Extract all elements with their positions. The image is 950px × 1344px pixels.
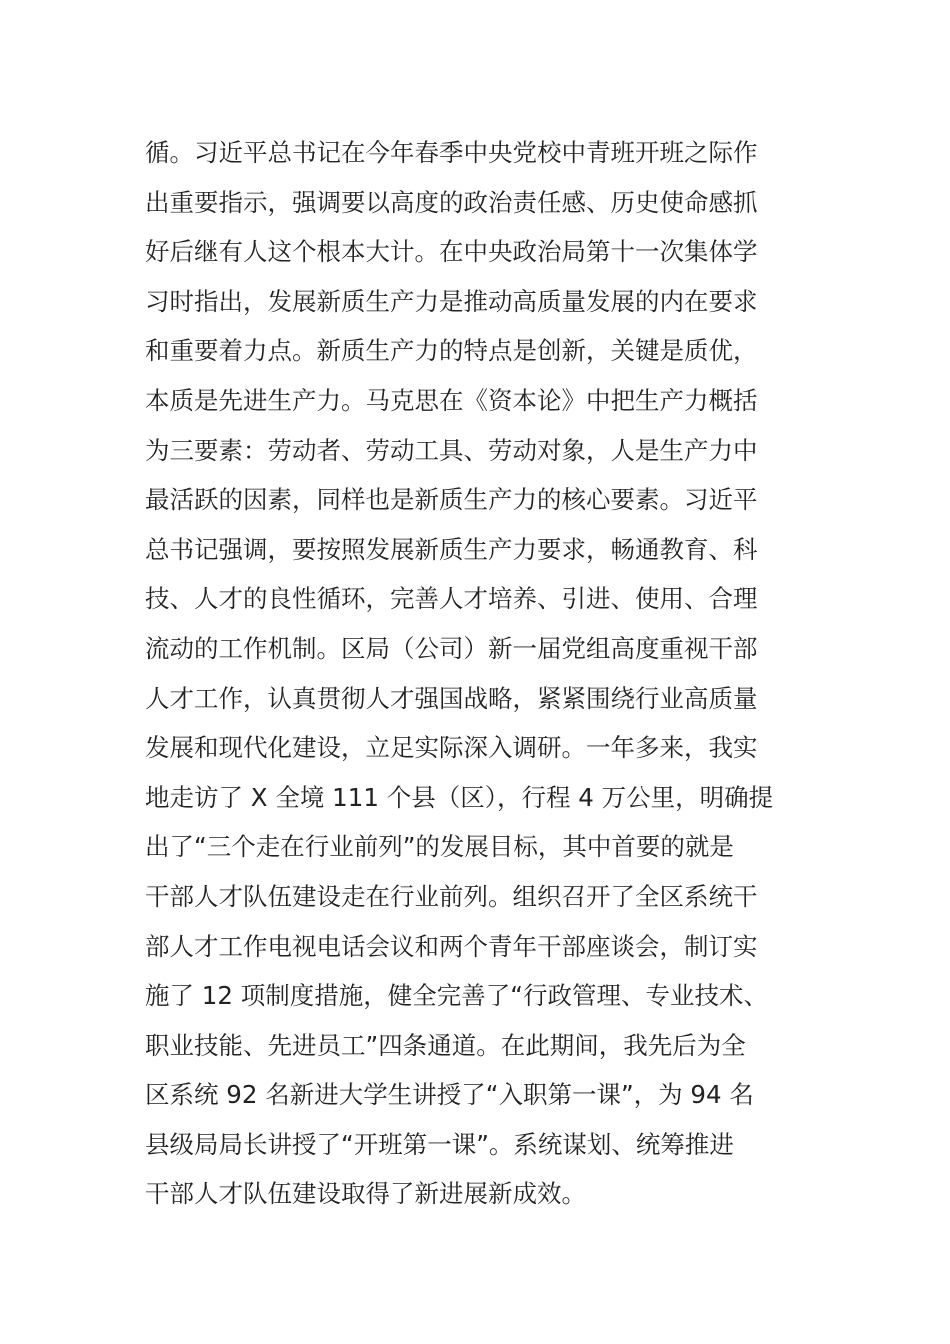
text-line: 技、人才的良性循环，完善人才培养、引进、使用、合理 xyxy=(145,584,758,614)
text-line: 出了“三个走在行业前列”的发展目标，其中首要的就是 xyxy=(145,832,734,862)
text-line: 发展和现代化建设，立足实际深入调研。一年多来，我实 xyxy=(145,733,758,763)
text-line: 地走访了 X 全境 111 个县（区），行程 4 万公里，明确提 xyxy=(145,782,774,812)
text-line: 总书记强调，要按照发展新质生产力要求，畅通教育、科 xyxy=(145,534,758,564)
text-line: 区系统 92 名新进大学生讲授了“入职第一课”，为 94 名 xyxy=(145,1080,754,1110)
text-line: 为三要素：劳动者、劳动工具、劳动对象，人是生产力中 xyxy=(145,435,758,465)
body-paragraph xyxy=(145,128,805,1219)
text-line: 习时指出，发展新质生产力是推动高质量发展的内在要求 xyxy=(145,286,758,316)
text-line: 干部人才队伍建设取得了新进展新成效。 xyxy=(145,1179,586,1209)
text-line: 最活跃的因素，同样也是新质生产力的核心要素。习近平 xyxy=(145,485,758,515)
text-line: 县级局局长讲授了“开班第一课”。系统谋划、统筹推进 xyxy=(145,1129,734,1159)
text-line: 和重要着力点。新质生产力的特点是创新，关键是质优， xyxy=(145,336,758,366)
text-line: 干部人才队伍建设走在行业前列。组织召开了全区系统干 xyxy=(145,881,758,911)
text-line: 好后继有人这个根本大计。在中央政治局第十一次集体学 xyxy=(145,237,758,267)
text-line: 施了 12 项制度措施，健全完善了“行政管理、专业技术、 xyxy=(145,981,768,1011)
text-line: 循。习近平总书记在今年春季中央党校中青班开班之际作 xyxy=(145,138,758,167)
text-line: 本质是先进生产力。马克思在《资本论》中把生产力概括 xyxy=(145,385,758,415)
text-line: 部人才工作电视电话会议和两个青年干部座谈会，制订实 xyxy=(145,931,758,961)
text-line: 人才工作，认真贯彻人才强国战略，紧紧围绕行业高质量 xyxy=(145,683,758,713)
text-line: 出重要指示，强调要以高度的政治责任感、历史使命感抓 xyxy=(145,187,758,217)
text-line: 职业技能、先进员工”四条通道。在此期间，我先后为全 xyxy=(145,1030,746,1060)
text-line: 流动的工作机制。区局（公司）新一届党组高度重视干部 xyxy=(145,633,758,663)
